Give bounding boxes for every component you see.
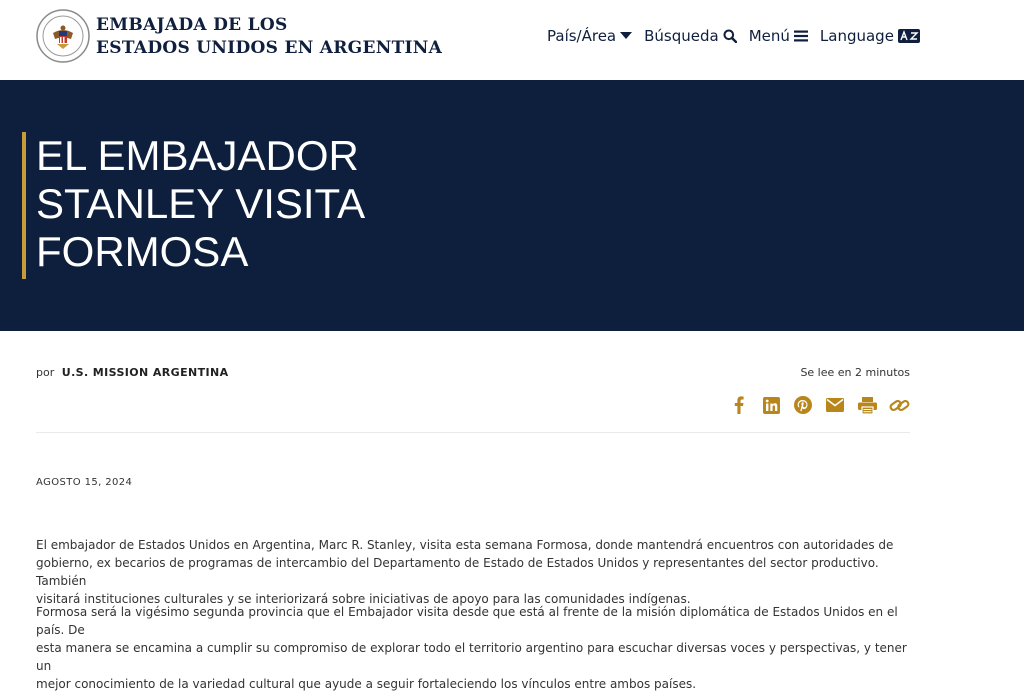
share-bar [718,394,910,416]
email-icon[interactable] [824,394,846,416]
nav-country-area[interactable] [547,27,632,45]
page-title-line-1: EL EMBAJADOR [36,132,359,179]
print-icon[interactable] [856,394,878,416]
site-title-line-2: ESTADOS UNIDOS EN ARGENTINA [96,38,443,58]
link-icon[interactable] [888,394,910,416]
page-title-line-2: STANLEY VISITA [36,180,366,227]
read-time: Se lee en 2 minutos [800,366,910,379]
paragraph-2-line-1: Formosa será la vigésimo segunda provincia que el Embajador visita desde que está al frente de la misión diplomática de Estados Unidos en el país. De [36,605,898,637]
byline-prefix: por [36,366,55,379]
pinterest-icon[interactable] [792,394,814,416]
article-date: AGOSTO 15, 2024 [36,477,133,488]
nav-language[interactable] [820,27,920,45]
nav-country-label: País/Área [547,27,617,45]
page-title-line-3: FORMOSA [36,228,249,275]
paragraph-1-line-2: gobierno, ex becarios de programas de intercambio del Departamento de Estado de Estados Unidos y representantes del sector productivo. También [36,556,879,588]
us-embassy-seal-icon[interactable] [36,9,90,63]
facebook-icon[interactable] [728,394,750,416]
paragraph-2-line-2: esta manera se encamina a cumplir su compromiso de explorar todo el territorio argentino para escuchar diversas voces y perspectivas, y tener un [36,641,907,673]
site-header [0,0,1024,80]
author-link[interactable]: U.S. MISSION ARGENTINA [61,366,229,379]
nav-menu-label: Menú [748,27,790,45]
hamburger-icon [794,30,808,42]
hero-accent-bar [22,132,26,279]
paragraph-1-line-1: El embajador de Estados Unidos en Argentina, Marc R. Stanley, visita esta semana Formosa, donde mantendrá encuentros con autoridades de [36,538,894,552]
linkedin-icon[interactable] [760,394,782,416]
article-paragraph-2 [36,603,916,693]
hero-banner [0,80,1024,331]
caret-down-icon [620,32,632,40]
page-title [36,132,456,276]
paragraph-2-line-3: mejor conocimiento de la variedad cultural que ayude a seguir fortaleciendo los vínculos entre ambos países. [36,677,697,691]
nav-search[interactable] [644,27,737,45]
paragraph-1-line-3: visitará instituciones culturales y se interiorizará sobre iniciativas de apoyo para las comunidades indígenas. [36,592,691,606]
site-title[interactable] [96,14,442,60]
nav-search-label: Búsqueda [644,27,719,45]
translate-icon [898,29,920,43]
site-title-line-1: EMBAJADA DE LOS [96,15,288,35]
nav-menu[interactable] [749,27,808,45]
search-icon [723,29,737,43]
byline [36,366,229,380]
article-paragraph-1 [36,536,916,608]
main-nav [547,22,920,50]
nav-language-label: Language [819,27,894,45]
article-meta [36,366,910,433]
